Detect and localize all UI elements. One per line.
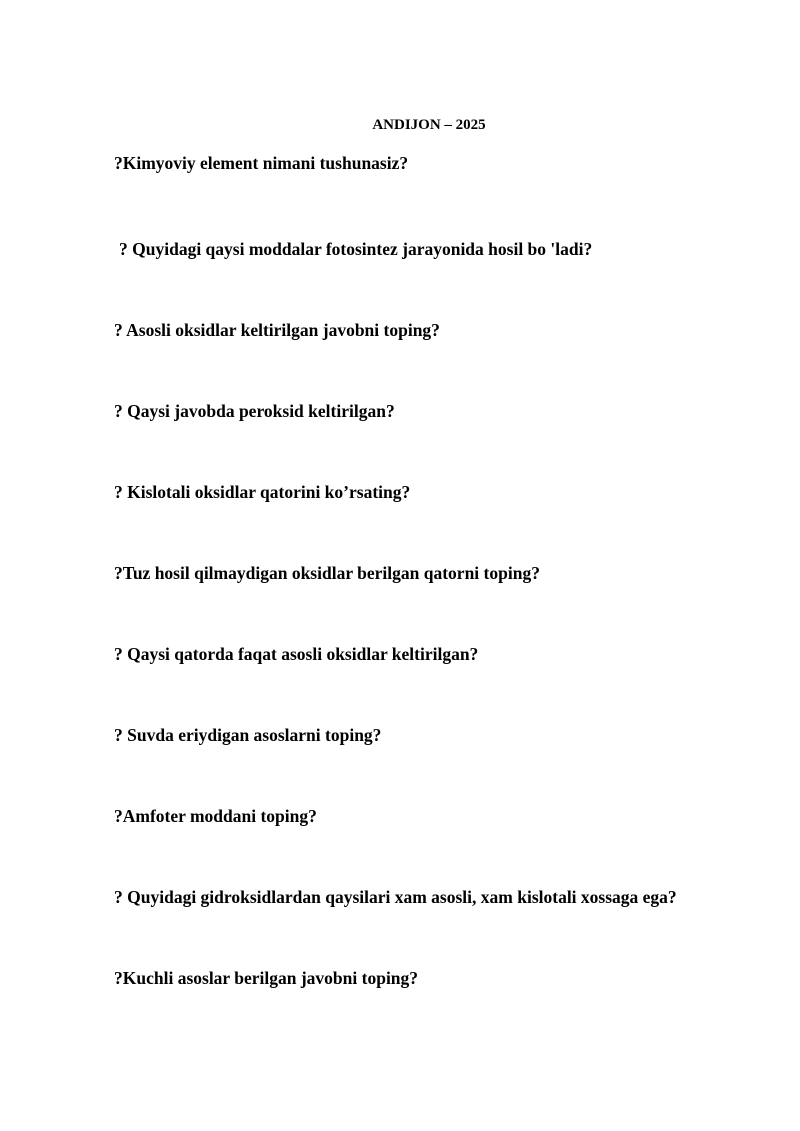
question-item: ? Qaysi javobda peroksid keltirilgan? xyxy=(114,401,395,421)
question-item: ? Asosli oksidlar keltirilgan javobni toping? xyxy=(114,320,440,340)
question-item: ? Suvda eriydigan asoslarni toping? xyxy=(114,725,382,745)
question-item: ?Tuz hosil qilmaydigan oksidlar berilgan qatorni toping? xyxy=(114,563,540,583)
question-item: ? Quyidagi qaysi moddalar fotosintez jarayonida hosil bo 'ladi? xyxy=(119,239,593,259)
question-item: ? Quyidagi gidroksidlardan qaysilari xam asosli, xam kislotali xossaga ega? xyxy=(114,887,677,907)
question-list xyxy=(114,150,784,1046)
question-item: ? Qaysi qatorda faqat asosli oksidlar keltirilgan? xyxy=(114,644,479,664)
question-item: ? Kislotali oksidlar qatorini ko’rsating? xyxy=(114,482,411,502)
question-item: ?Kimyoviy element nimani tushunasiz? xyxy=(114,153,409,173)
question-item: ?Amfoter moddani toping? xyxy=(114,806,317,826)
document-header: ANDIJON – 2025 xyxy=(372,117,486,133)
question-item: ?Kuchli asoslar berilgan javobni toping? xyxy=(114,968,419,988)
